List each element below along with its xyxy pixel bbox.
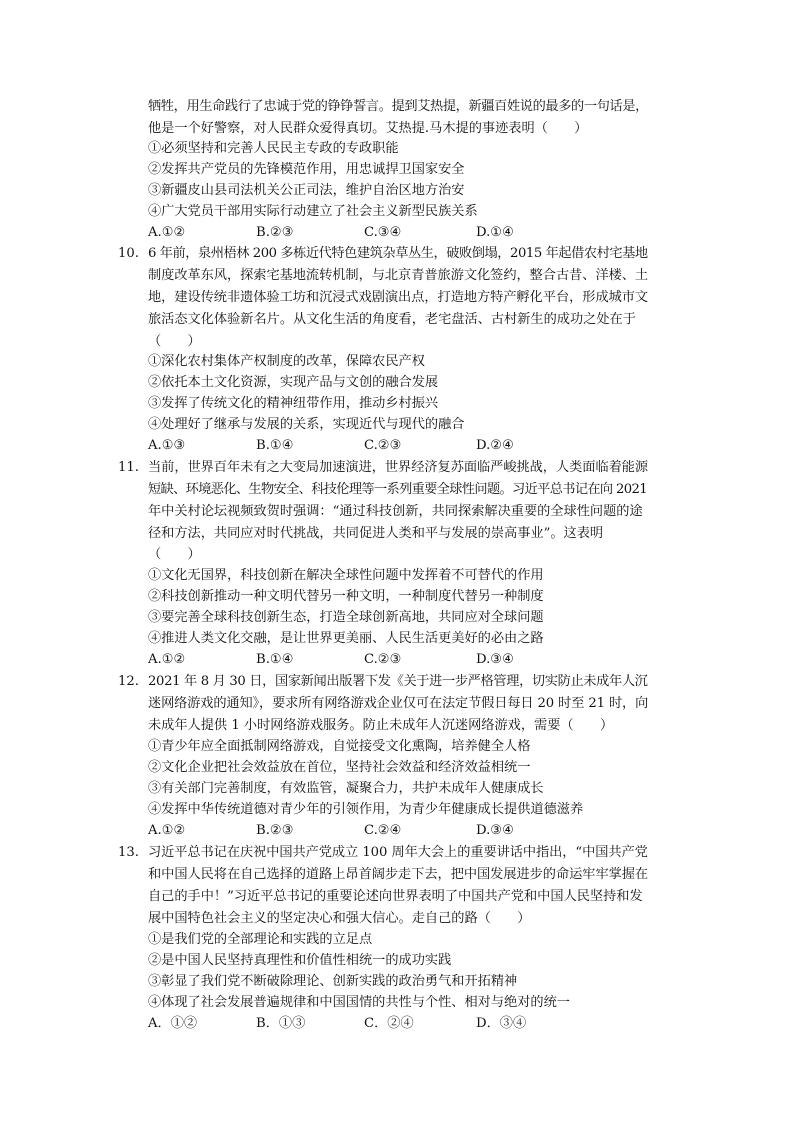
- question-10-text-line: 制度改革东风，探索宅基地流转机制，与北京青普旅游文化签约，整合古昔、洋楼、土: [148, 268, 649, 283]
- option-d[interactable]: D.②④: [476, 438, 514, 453]
- question-12-text-line: 2021 年 8 月 30 日，国家新闻出版署下发《关于进一步严格管理，切实防止未成年人沉: [148, 674, 648, 689]
- option-b[interactable]: B.①④: [256, 438, 294, 453]
- option-c[interactable]: C.③④: [364, 225, 402, 240]
- option-b[interactable]: B．①③: [256, 1016, 306, 1031]
- option-d[interactable]: D.③④: [476, 652, 514, 667]
- question-9-text-line: 他是一个好警察，对人民群众爱得真切。艾热提.马木提的事迹表明（ ）: [148, 121, 588, 136]
- question-10-item: ④处理好了继承与发展的关系，实现近代与现代的融合: [148, 417, 465, 432]
- question-10-text-line: （ ）: [148, 334, 201, 349]
- question-12-text-line: 未成年人提供 1 小时网络游戏服务。防止未成年人沉迷网络游戏，需要（ ）: [148, 718, 614, 733]
- option-a[interactable]: A.①③: [148, 438, 186, 453]
- option-b[interactable]: B.②③: [256, 225, 294, 240]
- question-13-item: ③彰显了我们党不断破除理论、创新实践的政治勇气和开拓精神: [148, 974, 518, 989]
- question-12-item: ③有关部门完善制度，有效监管，凝聚合力，共护未成年人健康成长: [148, 781, 544, 796]
- question-13-text-line: 和中国人民将在自己选择的道路上昂首阔步走下去，把中国发展进步的命运牢牢掌握在: [148, 867, 649, 882]
- question-13-item: ①是我们党的全部理论和实践的立足点: [148, 932, 373, 947]
- question-number: 10.: [118, 246, 139, 261]
- question-11-item: ④推进人类文化交融，是让世界更美丽、人民生活更美好的必由之路: [148, 631, 544, 646]
- option-d[interactable]: D.①④: [476, 225, 514, 240]
- option-a[interactable]: A.①②: [148, 652, 186, 667]
- question-number: 11.: [118, 460, 139, 475]
- question-13-item: ②是中国人民坚持真理性和价值性相统一的成功实践: [148, 953, 452, 968]
- option-a[interactable]: A．①②: [148, 1016, 198, 1031]
- question-12-item: ①青少年应全面抵制网络游戏，自觉接受文化熏陶，培养健全人格: [148, 739, 531, 754]
- question-11-item: ③要完善全球科技创新生态，打造全球创新高地，共同应对全球问题: [148, 610, 544, 625]
- question-9-item: ①必须坚持和完善人民民主专政的专政职能: [148, 141, 399, 156]
- question-11-text-line: （ ）: [148, 547, 201, 562]
- option-c[interactable]: C.②③: [364, 438, 402, 453]
- question-10-item: ②依托本土文化资源，实现产品与文创的融合发展: [148, 375, 439, 390]
- option-b[interactable]: B.②③: [256, 823, 294, 838]
- option-c[interactable]: C.②④: [364, 823, 402, 838]
- question-11-item: ②科技创新推动一种文明代替另一种文明，一种制度代替另一种制度: [148, 589, 544, 604]
- question-9-item: ④广大党员干部用实际行动建立了社会主义新型民族关系: [148, 204, 478, 219]
- question-12-text-line: 迷网络游戏的通知》，要求所有网络游戏企业仅可在法定节假日每日 20 时至 21 时，向: [148, 696, 649, 711]
- question-9-item: ③新疆皮山县司法机关公正司法，维护自治区地方治安: [148, 183, 465, 198]
- question-11-item: ①文化无国界，科技创新在解决全球性问题中发挥着不可替代的作用: [148, 568, 544, 583]
- question-number: 13.: [118, 845, 139, 860]
- question-12-item: ④发挥中华传统道德对青少年的引领作用，为青少年健康成长提供道德滋养: [148, 802, 584, 817]
- question-11-text-line: 年中关村论坛视频致贺时强调：“通过科技创新，共同探索解决重要的全球性问题的途: [148, 504, 643, 519]
- option-a[interactable]: A.①②: [148, 823, 186, 838]
- option-b[interactable]: B.①④: [256, 652, 294, 667]
- option-c[interactable]: C.②③: [364, 652, 402, 667]
- question-10-text-line: 6 年前，泉州梧林 200 多栋近代特色建筑杂草丛生，破败倒塌，2015 年起借农村宅基地: [148, 246, 648, 261]
- option-a[interactable]: A.①②: [148, 225, 186, 240]
- question-13-text-line: 习近平总书记在庆祝中国共产党成立 100 周年大会上的重要讲话中指出，“中国共产党: [148, 845, 648, 860]
- question-number: 12.: [118, 674, 139, 689]
- question-10-text-line: 旅活态文化体验新名片。从文化生活的角度看，老宅盘活、古村新生的成功之处在于: [148, 312, 636, 327]
- question-10-item: ③发挥了传统文化的精神纽带作用，推动乡村振兴: [148, 396, 439, 411]
- option-d[interactable]: D.③④: [476, 823, 514, 838]
- question-13-text-line: 展中国特色社会主义的坚定决心和强大信心。走自己的路（ ）: [148, 911, 531, 926]
- question-10-item: ①深化农村集体产权制度的改革，保障农民产权: [148, 354, 425, 369]
- question-9-text-line: 牺牲，用生命践行了忠诚于党的铮铮誓言。提到艾热提，新疆百姓说的最多的一句话是，: [148, 99, 648, 114]
- option-d[interactable]: D．③④: [476, 1016, 527, 1031]
- question-9-item: ②发挥共产党员的先锋模范作用，用忠诚捍卫国家安全: [148, 162, 465, 177]
- question-13-text-line: 自己的手中！”习近平总书记的重要论述向世界表明了中国共产党和中国人民坚持和发: [148, 889, 643, 904]
- question-13-item: ④体现了社会发展普遍规律和中国国情的共性与个性、相对与绝对的统一: [148, 995, 570, 1010]
- option-c[interactable]: C．②④: [364, 1016, 414, 1031]
- question-11-text-line: 当前，世界百年未有之大变局加速演进，世界经济复苏面临严峻挑战，人类面临着能源: [148, 460, 649, 475]
- question-11-text-line: 径和方法，共同应对时代挑战，共同促进人类和平与发展的崇高事业”。这表明: [148, 526, 604, 541]
- question-11-text-line: 短缺、环境恶化、生物安全、科技伦理等一系列重要全球性问题。习近平总书记在向 2021: [148, 482, 648, 497]
- question-10-text-line: 地，建设传统非遗体验工坊和沉浸式戏剧演出点，打造地方特产孵化平台，形成城市文: [148, 290, 649, 305]
- question-12-item: ②文化企业把社会效益放在首位，坚持社会效益和经济效益相统一: [148, 760, 531, 775]
